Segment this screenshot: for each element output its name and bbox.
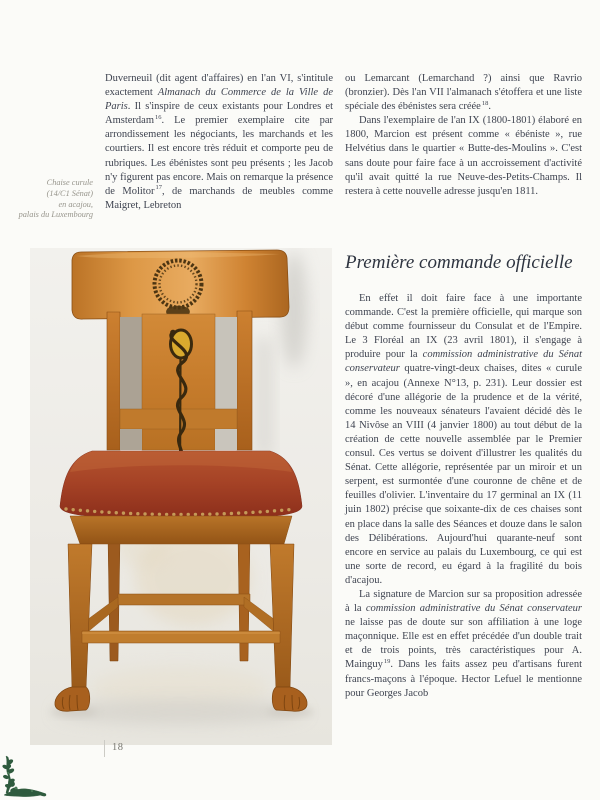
caption-line: (14/C1 Sénat) bbox=[46, 188, 93, 198]
corner-ornament bbox=[2, 755, 48, 798]
column-right-top: ou Lemarcant (Lemarchand ?) ainsi que Ravrio (bronzier). Dès l'an VII l'almanach s'étoffera et une liste spéciale des ébénistes sera créée$^{18}$. Dans l'exemplaire de l'an IX (1800-1801) élaboré en 1800, Marcion est présent comme « ébéniste », rue Helvétius dans le quartier « Butte-des-Moulins ». C'est sans doute pour faire face à un accroissement d'activité qu'il avait quitté la rue Neuve-des-Petits-Champs. Il restera à cette nouvelle adresse jusqu'en 1811. bbox=[345, 73, 582, 197]
rear-stretcher bbox=[118, 594, 250, 605]
back-stile-right bbox=[237, 311, 252, 450]
column-left: Duverneuil (dit agent d'affaires) en l'an VI, s'intitule exactement Almanach du Commerce de la Ville de Paris. Il s'inspire de ceux existants pour Londres et Amsterdam$^{16}$. Le premier exemplaire cite par arrondissement les négociants, les marchands et les courtiers. Il est encore très réduit et comporte peu de rubriques. Les ébénistes sont peu présents ; les Jacob n'y figurent pas encore. Mais on remarque la présence de Molitor$^{17}$, de marchands de meubles comme Maigret, Lebreton bbox=[105, 73, 334, 211]
page-number: 18 bbox=[112, 742, 124, 753]
caption-line: Chaise curule bbox=[46, 178, 93, 187]
chair-illustration bbox=[30, 248, 332, 745]
lower-opening-left bbox=[120, 429, 142, 450]
back-opening-left bbox=[120, 317, 142, 409]
caption-line: en acajou, bbox=[58, 199, 93, 209]
column-right-main: En effet il doit faire face à une importante commande. C'est la première officielle, qui marque son début comme fournisseur du Consulat et de l'Empire. Le 3 Floréal an IX (23 avril 1801), il s'engage à produire pour la commission administrative du Sénat conservateur quatre-vingt-deux chaises, dites « curule », en acajou (Annexe N°13, p. 231). Leur dossier est décoré d'une allégorie de la prudence et de la vérité, comme les nouveaux sénateurs l'avaient décidé dès le 14 Nivôse an VIII (4 janvier 1800) au tout début de la création de cette nouvelle assemblée par le Premier consul. Ces vertus se doivent d'illustrer les qualités du Sénat. Cette allégorie, représentée par un miroir et un serpent, est surmontée d'une couronne de chêne et de feuilles d'olivier. L'inventaire du 17 germinal an IX (11 juin 1802) précise que soixante-dix de ces chaises sont en place dans la salle des Séances et douze dans le salon des Délibérations. Aujourd'hui quarante-neuf sont encore en service au palais du Luxembourg, ce qui est une sorte de record, eu égard à la fragilité du bois d'acajou. La signature de Marcion sur sa proposition adressée à la commission administrative du Sénat conservateur ne laisse pas de doute sur son affiliation à une loge maçonnique. Elle est en effet précédée d'un double trait et de trois points, très caractéristiques pour A. Mainguy$^{19}$. Dans les faits assez peu d'artisans furent francs-maçons à l'époque. Hector Lefuel le mentionne pour Georges Jacob bbox=[345, 293, 582, 699]
back-stile-left bbox=[107, 312, 120, 450]
section-heading: Première commande officielle bbox=[345, 252, 573, 273]
seat-apron bbox=[70, 516, 292, 544]
caption-line: palais du Luxembourg bbox=[18, 210, 93, 220]
photo-caption bbox=[6, 178, 93, 221]
serpent-head bbox=[170, 330, 176, 334]
corner-ornament-leaves bbox=[2, 756, 46, 797]
mirror-motif bbox=[171, 330, 192, 358]
lower-opening-right bbox=[215, 429, 237, 450]
chair-photo bbox=[30, 248, 332, 745]
back-opening-right bbox=[215, 317, 237, 409]
wall-shadow bbox=[256, 338, 272, 458]
folio-rule bbox=[104, 740, 105, 757]
